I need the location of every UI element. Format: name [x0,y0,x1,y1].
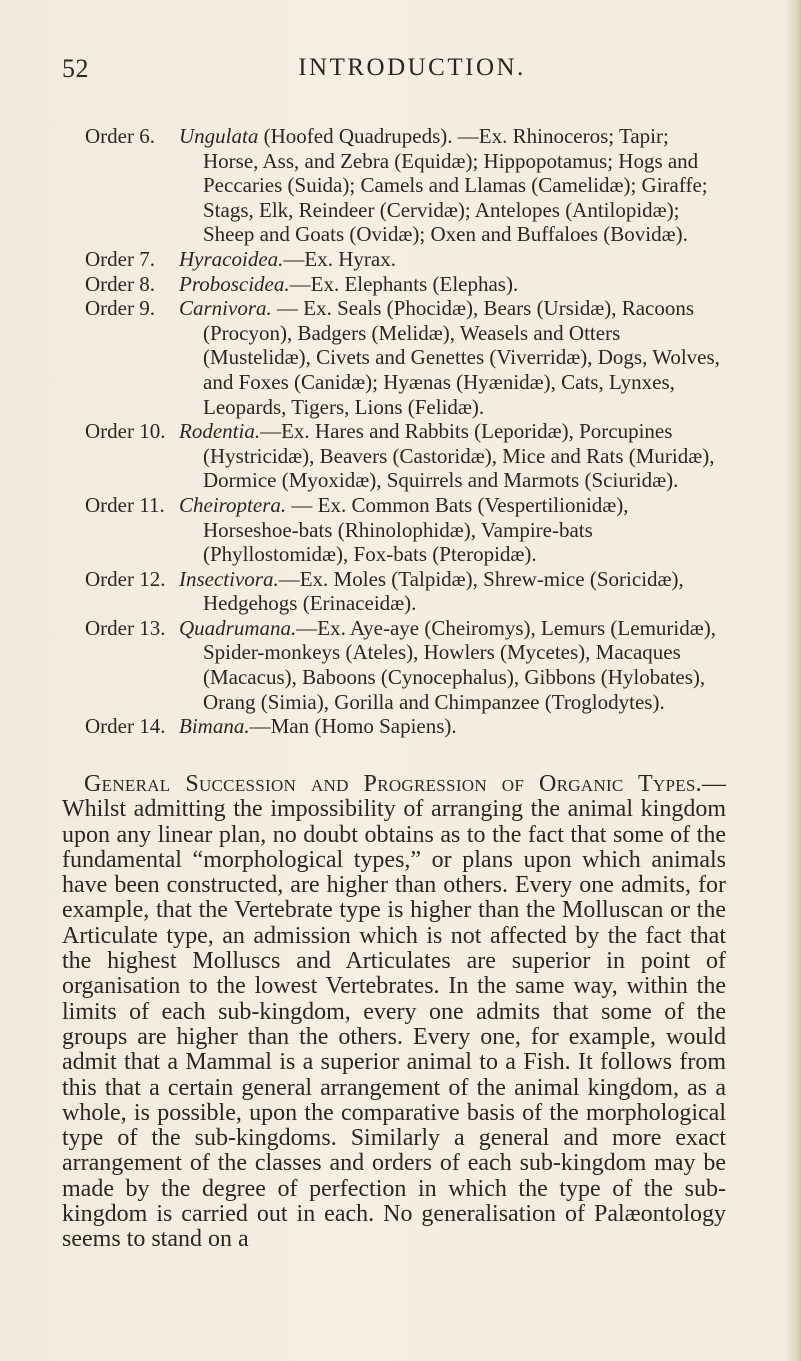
order-entry [85,272,725,297]
order-entry [85,247,725,272]
order-text [179,567,725,616]
order-name: Quadrumana. [179,615,297,640]
order-name: Cheiroptera. [179,492,287,517]
order-label: Order 11. [85,492,165,517]
order-entry [85,419,725,493]
page-number: 52 [62,54,89,83]
running-head: INTRODUCTION. [298,54,526,81]
order-description: — Ex. Seals (Phocidæ), Bears (Ursidæ), Racoons (Procyon), Badgers (Melidæ), Weasels and Otters (Mustelidæ), Civets and Genettes (Viverridæ), Dogs, Wolves, and Foxes (Canidæ); Hyænas (Hyænidæ), Cats, Lynxes, Leopards, Tigers, Lions (Felidæ). [203,296,720,419]
order-name: Bimana. [179,714,250,739]
order-text [179,272,725,297]
order-name: Hyracoidea. [179,246,284,271]
order-name: Rodentia. [179,419,261,444]
order-entry [85,567,725,616]
order-name: Proboscidea. [179,271,290,296]
order-text [179,247,725,272]
order-description: —Ex. Elephants (Elephas). [289,271,519,296]
page-edge [787,0,801,1361]
order-description: —Ex. Moles (Talpidæ), Shrew-mice (Soricidæ), Hedgehogs (Erinaceidæ). [203,566,684,616]
order-description: — Ex. Common Bats (Vespertilionidæ), Horseshoe-bats (Rhinolophidæ), Vampire-bats (Phyllostomidæ), Fox-bats (Pteropidæ). [203,492,629,567]
order-text [179,493,725,567]
order-text [179,616,725,714]
order-label: Order 12. [85,566,166,591]
order-name: Carnivora. [179,296,272,321]
order-label: Order 10. [85,419,166,444]
order-entry [85,124,725,247]
order-entry [85,714,725,739]
order-entry [85,616,725,714]
order-name: Ungulata [179,124,259,148]
page-header [62,54,722,94]
order-text [179,714,725,739]
order-label: Order 13. [85,615,166,640]
order-text [179,296,725,419]
section-body: —Whilst admitting the impossibility of arranging the animal kingdom upon any linear plan, no doubt obtains as to the fact that some of the fundamental “morphological types,” or plans upon which animals have been constructed, are higher than others. Every one admits, for example, that the Vertebrate type is higher than the Molluscan or the Articulate type, an admission which is not affected by the fact that the highest Molluscs and Articulates are superior in point of organisation to the lowest Vertebrates. In the same way, within the limits of each sub-kingdom, every one admits that some of the groups are higher than the others. Every one, for example, would admit that a Mammal is a superior animal to a Fish. It follows from this that a certain general arrangement of the animal kingdom, as a whole, is possible, upon the comparative basis of the morphological type of the sub-kingdoms. Similarly a general and more exact arrangement of the classes and orders of each sub-kingdom may be made by the degree of perfection in which the type of the sub-kingdom is carried out in each. No generalisation of Palæontology seems to stand on a [62,771,726,1253]
order-description: (Hoofed Quadrupeds). —Ex. Rhinoceros; Tapir; Horse, Ass, and Zebra (Equidæ); Hippopotamus; Hogs and Peccaries (Suida); Camels and Llamas (Camelidæ); Giraffe; Stags, Elk, Reindeer (Cervidæ); Antelopes (Antilopidæ); Sheep and Goats (Ovidæ); Oxen and Buffaloes (Bovidæ). [203,124,708,247]
orders-list [85,124,725,739]
order-description: —Ex. Aye-aye (Cheiromys), Lemurs (Lemuridæ), Spider-monkeys (Ateles), Howlers (Mycetes), Macaques (Macacus), Baboons (Cynocephalus), Gibbons (Hylobates), Orang (Simia), Gorilla and Chimpanzee (Troglodytes). [203,615,716,714]
section-heading: General Succession and Progression of Organic Types. [84,771,702,797]
order-description: —Ex. Hyrax. [283,246,396,271]
order-description: —Man (Homo Sapiens). [249,714,457,739]
order-description: —Ex. Hares and Rabbits (Leporidæ), Porcupines (Hystricidæ), Beavers (Castoridæ), Mice and Rats (Muridæ), Dormice (Myoxidæ), Squirrels and Marmots (Sciuridæ). [203,419,715,493]
section-paragraph [62,772,726,1253]
order-label: Order 7. [85,246,155,271]
order-label: Order 8. [85,271,155,296]
order-name: Insectivora. [179,566,279,591]
order-entry [85,493,725,567]
order-label: Order 14. [85,714,166,739]
order-text [179,124,725,247]
order-label: Order 6. [85,124,155,148]
order-label: Order 9. [85,296,155,321]
order-text [179,419,725,493]
order-entry [85,296,725,419]
